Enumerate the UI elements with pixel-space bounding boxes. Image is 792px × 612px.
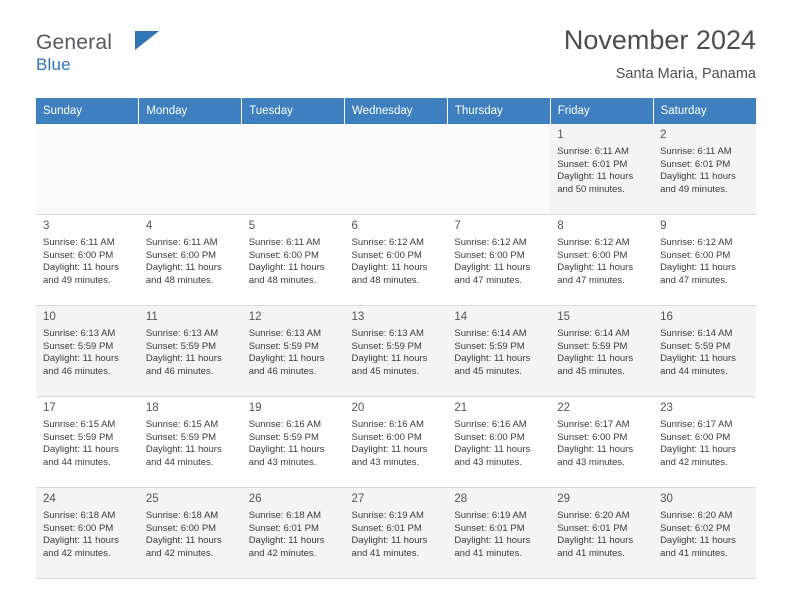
day-daylight1-text: Daylight: 11 hours <box>145 535 222 547</box>
day-sunrise-text: Sunrise: 6:18 AM <box>145 510 219 522</box>
day-number: 26 <box>248 493 262 505</box>
day-sunrise-text: Sunrise: 6:18 AM <box>248 510 322 522</box>
day-number: 1 <box>557 129 564 141</box>
weekday-header-row <box>36 98 756 124</box>
day-sunrise-text: Sunrise: 6:11 AM <box>248 237 321 249</box>
day-number: 6 <box>351 220 358 232</box>
day-daylight1-text: Daylight: 11 hours <box>351 535 428 547</box>
day-sunset-text: Sunset: 5:59 PM <box>660 340 731 352</box>
day-daylight2-text: and 41 minutes. <box>454 547 522 559</box>
calendar-day-cell[interactable] <box>242 397 345 488</box>
calendar-week-row <box>36 124 756 215</box>
day-number: 7 <box>454 220 461 232</box>
day-number: 28 <box>454 493 468 505</box>
day-daylight2-text: and 42 minutes. <box>660 456 728 468</box>
weekday-header-sunday: Sunday <box>36 98 139 124</box>
calendar-day-cell[interactable] <box>550 215 653 306</box>
day-sunset-text: Sunset: 5:59 PM <box>248 340 319 352</box>
day-sunset-text: Sunset: 5:59 PM <box>43 431 114 443</box>
calendar-day-cell[interactable] <box>36 397 139 488</box>
calendar-day-cell[interactable] <box>550 124 653 215</box>
day-sunset-text: Sunset: 6:00 PM <box>145 522 217 534</box>
day-number: 24 <box>43 493 56 505</box>
day-sunrise-text: Sunrise: 6:15 AM <box>43 419 116 431</box>
calendar-day-cell[interactable] <box>242 215 345 306</box>
weekday-header-thursday: Thursday <box>447 98 550 124</box>
day-daylight2-text: and 46 minutes. <box>145 365 214 377</box>
day-daylight2-text: and 43 minutes. <box>351 456 420 468</box>
day-sunrise-text: Sunrise: 6:16 AM <box>248 419 322 431</box>
day-daylight1-text: Daylight: 11 hours <box>660 353 736 365</box>
day-sunset-text: Sunset: 5:59 PM <box>351 340 422 352</box>
day-sunrise-text: Sunrise: 6:19 AM <box>454 510 527 522</box>
day-daylight1-text: Daylight: 11 hours <box>454 353 531 365</box>
day-daylight1-text: Daylight: 11 hours <box>248 353 325 365</box>
day-daylight2-text: and 47 minutes. <box>660 274 728 286</box>
day-number: 8 <box>557 220 564 232</box>
calendar-week-row <box>36 488 756 579</box>
day-number: 29 <box>557 493 571 505</box>
day-daylight1-text: Daylight: 11 hours <box>557 262 634 274</box>
day-daylight1-text: Daylight: 11 hours <box>351 353 428 365</box>
day-sunrise-text: Sunrise: 6:11 AM <box>145 237 218 249</box>
day-sunset-text: Sunset: 6:02 PM <box>660 522 731 534</box>
day-daylight1-text: Daylight: 11 hours <box>43 353 119 365</box>
day-sunset-text: Sunset: 5:59 PM <box>145 340 217 352</box>
day-daylight2-text: and 43 minutes. <box>454 456 522 468</box>
day-daylight1-text: Daylight: 11 hours <box>248 535 325 547</box>
day-sunrise-text: Sunrise: 6:20 AM <box>557 510 630 522</box>
day-daylight2-text: and 48 minutes. <box>351 274 420 286</box>
day-daylight1-text: Daylight: 11 hours <box>145 262 222 274</box>
calendar-day-cell[interactable] <box>653 397 756 488</box>
day-sunrise-text: Sunrise: 6:17 AM <box>557 419 630 431</box>
day-number: 10 <box>43 311 56 323</box>
day-daylight2-text: and 41 minutes. <box>660 547 728 559</box>
day-sunrise-text: Sunrise: 6:13 AM <box>145 328 219 340</box>
day-daylight1-text: Daylight: 11 hours <box>248 444 325 456</box>
page-title: November 2024 <box>563 25 756 55</box>
day-sunrise-text: Sunrise: 6:16 AM <box>351 419 424 431</box>
day-sunset-text: Sunset: 6:01 PM <box>351 522 422 534</box>
day-daylight2-text: and 41 minutes. <box>351 547 420 559</box>
day-sunrise-text: Sunrise: 6:11 AM <box>660 146 732 158</box>
calendar-day-cell[interactable] <box>242 488 345 579</box>
day-daylight2-text: and 42 minutes. <box>248 547 317 559</box>
day-sunrise-text: Sunrise: 6:16 AM <box>454 419 527 431</box>
day-sunset-text: Sunset: 6:00 PM <box>351 431 422 443</box>
calendar-cell-empty <box>139 124 242 215</box>
day-number: 30 <box>660 493 673 505</box>
calendar-day-cell[interactable] <box>653 124 756 215</box>
calendar-day-cell[interactable] <box>653 215 756 306</box>
day-daylight2-text: and 44 minutes. <box>145 456 214 468</box>
day-number: 25 <box>145 493 159 505</box>
day-number: 2 <box>660 129 667 141</box>
day-daylight1-text: Daylight: 11 hours <box>248 262 325 274</box>
day-sunset-text: Sunset: 6:01 PM <box>248 522 319 534</box>
calendar-day-cell[interactable] <box>447 215 550 306</box>
day-number: 21 <box>454 402 468 414</box>
day-daylight2-text: and 48 minutes. <box>145 274 214 286</box>
day-daylight1-text: Daylight: 11 hours <box>557 535 634 547</box>
day-sunrise-text: Sunrise: 6:15 AM <box>145 419 219 431</box>
day-number: 15 <box>557 311 571 323</box>
calendar-day-cell[interactable] <box>242 306 345 397</box>
day-sunset-text: Sunset: 5:59 PM <box>43 340 114 352</box>
day-daylight1-text: Daylight: 11 hours <box>454 535 531 547</box>
logo-text-general: General <box>36 31 113 54</box>
day-sunset-text: Sunset: 6:00 PM <box>557 249 628 261</box>
day-daylight1-text: Daylight: 11 hours <box>660 444 736 456</box>
day-daylight2-text: and 44 minutes. <box>660 365 728 377</box>
day-daylight1-text: Daylight: 11 hours <box>557 171 634 183</box>
day-daylight2-text: and 48 minutes. <box>248 274 317 286</box>
day-sunrise-text: Sunrise: 6:19 AM <box>351 510 424 522</box>
day-sunset-text: Sunset: 5:59 PM <box>557 340 628 352</box>
weekday-header-wednesday: Wednesday <box>345 98 448 124</box>
day-daylight1-text: Daylight: 11 hours <box>145 444 222 456</box>
day-daylight2-text: and 46 minutes. <box>248 365 317 377</box>
calendar-week-row <box>36 397 756 488</box>
day-daylight2-text: and 45 minutes. <box>351 365 420 377</box>
day-number: 11 <box>145 311 158 323</box>
calendar-day-cell[interactable] <box>36 488 139 579</box>
day-number: 27 <box>351 493 365 505</box>
day-sunset-text: Sunset: 5:59 PM <box>454 340 525 352</box>
day-daylight2-text: and 43 minutes. <box>248 456 317 468</box>
calendar-day-cell[interactable] <box>345 215 448 306</box>
day-sunrise-text: Sunrise: 6:18 AM <box>43 510 116 522</box>
day-sunset-text: Sunset: 6:00 PM <box>43 249 114 261</box>
day-daylight1-text: Daylight: 11 hours <box>660 262 736 274</box>
day-daylight1-text: Daylight: 11 hours <box>43 535 119 547</box>
day-daylight2-text: and 42 minutes. <box>43 547 111 559</box>
day-sunset-text: Sunset: 5:59 PM <box>145 431 217 443</box>
day-number: 19 <box>248 402 262 414</box>
calendar-day-cell[interactable] <box>139 488 242 579</box>
day-number: 9 <box>660 220 667 232</box>
day-sunset-text: Sunset: 6:01 PM <box>557 158 628 170</box>
day-number: 13 <box>351 311 365 323</box>
day-sunrise-text: Sunrise: 6:20 AM <box>660 510 733 522</box>
calendar-body <box>36 124 756 579</box>
day-daylight1-text: Daylight: 11 hours <box>145 353 222 365</box>
day-sunrise-text: Sunrise: 6:17 AM <box>660 419 733 431</box>
day-number: 5 <box>248 220 256 232</box>
day-sunset-text: Sunset: 6:00 PM <box>660 431 731 443</box>
day-number: 16 <box>660 311 673 323</box>
weekday-header-saturday: Saturday <box>653 98 756 124</box>
calendar-week-row <box>36 215 756 306</box>
day-number: 3 <box>43 220 50 232</box>
day-daylight2-text: and 45 minutes. <box>557 365 625 377</box>
day-sunrise-text: Sunrise: 6:11 AM <box>557 146 629 158</box>
day-daylight1-text: Daylight: 11 hours <box>351 262 428 274</box>
day-sunset-text: Sunset: 5:59 PM <box>248 431 319 443</box>
calendar-day-cell[interactable] <box>345 306 448 397</box>
day-daylight1-text: Daylight: 11 hours <box>557 444 634 456</box>
weekday-header-friday: Friday <box>550 98 653 124</box>
day-sunrise-text: Sunrise: 6:13 AM <box>248 328 322 340</box>
calendar-day-cell[interactable] <box>345 488 448 579</box>
title-block <box>564 24 756 82</box>
day-sunset-text: Sunset: 6:00 PM <box>43 522 114 534</box>
day-number: 14 <box>454 311 468 323</box>
day-daylight2-text: and 44 minutes. <box>43 456 111 468</box>
day-sunset-text: Sunset: 6:00 PM <box>145 249 217 261</box>
calendar-day-cell[interactable] <box>653 306 756 397</box>
calendar-day-cell[interactable] <box>447 306 550 397</box>
day-number: 12 <box>248 311 262 323</box>
calendar-cell-empty <box>36 124 139 215</box>
day-sunrise-text: Sunrise: 6:12 AM <box>351 237 424 249</box>
calendar-day-cell[interactable] <box>653 488 756 579</box>
day-sunrise-text: Sunrise: 6:14 AM <box>454 328 527 340</box>
day-daylight2-text: and 49 minutes. <box>660 183 728 195</box>
day-sunset-text: Sunset: 6:00 PM <box>351 249 422 261</box>
day-daylight1-text: Daylight: 11 hours <box>43 444 119 456</box>
calendar-day-cell[interactable] <box>550 397 653 488</box>
day-daylight1-text: Daylight: 11 hours <box>43 262 119 274</box>
day-daylight2-text: and 46 minutes. <box>43 365 111 377</box>
day-number: 18 <box>145 402 159 414</box>
day-number: 20 <box>351 402 365 414</box>
calendar-cell-empty <box>447 124 550 215</box>
day-number: 4 <box>145 220 153 232</box>
calendar-table <box>36 98 756 579</box>
day-sunrise-text: Sunrise: 6:12 AM <box>660 237 733 249</box>
day-daylight1-text: Daylight: 11 hours <box>557 353 634 365</box>
logo-text-blue: Blue <box>36 55 71 74</box>
calendar-cell-empty <box>345 124 448 215</box>
day-sunset-text: Sunset: 6:01 PM <box>557 522 628 534</box>
page-header <box>36 24 756 86</box>
generalblue-logo <box>36 24 176 73</box>
calendar-day-cell[interactable] <box>345 397 448 488</box>
calendar-day-cell[interactable] <box>550 488 653 579</box>
day-daylight1-text: Daylight: 11 hours <box>454 262 531 274</box>
day-daylight1-text: Daylight: 11 hours <box>660 171 736 183</box>
day-sunset-text: Sunset: 6:00 PM <box>660 249 731 261</box>
calendar-day-cell[interactable] <box>447 397 550 488</box>
page-subtitle: Santa Maria, Panama <box>615 65 756 82</box>
day-sunrise-text: Sunrise: 6:11 AM <box>43 237 115 249</box>
day-sunset-text: Sunset: 6:01 PM <box>454 522 525 534</box>
calendar-day-cell[interactable] <box>447 488 550 579</box>
day-daylight2-text: and 47 minutes. <box>557 274 625 286</box>
calendar-cell-empty <box>242 124 345 215</box>
day-daylight2-text: and 41 minutes. <box>557 547 625 559</box>
day-sunset-text: Sunset: 6:00 PM <box>454 249 525 261</box>
day-sunrise-text: Sunrise: 6:13 AM <box>43 328 116 340</box>
day-sunrise-text: Sunrise: 6:14 AM <box>660 328 733 340</box>
day-sunrise-text: Sunrise: 6:12 AM <box>454 237 527 249</box>
day-daylight2-text: and 47 minutes. <box>454 274 522 286</box>
calendar-day-cell[interactable] <box>139 306 242 397</box>
day-sunset-text: Sunset: 6:00 PM <box>557 431 628 443</box>
day-daylight2-text: and 50 minutes. <box>557 183 625 195</box>
day-daylight2-text: and 42 minutes. <box>145 547 214 559</box>
day-daylight1-text: Daylight: 11 hours <box>660 535 736 547</box>
day-sunset-text: Sunset: 6:00 PM <box>454 431 525 443</box>
weekday-header-monday: Monday <box>139 98 242 124</box>
calendar-day-cell[interactable] <box>36 306 139 397</box>
day-sunset-text: Sunset: 6:00 PM <box>248 249 319 261</box>
calendar-day-cell[interactable] <box>139 397 242 488</box>
day-sunset-text: Sunset: 6:01 PM <box>660 158 731 170</box>
day-sunrise-text: Sunrise: 6:13 AM <box>351 328 424 340</box>
weekday-header-tuesday: Tuesday <box>242 98 345 124</box>
day-daylight2-text: and 45 minutes. <box>454 365 522 377</box>
calendar-day-cell[interactable] <box>36 215 139 306</box>
calendar-day-cell[interactable] <box>550 306 653 397</box>
day-sunrise-text: Sunrise: 6:12 AM <box>557 237 630 249</box>
day-daylight1-text: Daylight: 11 hours <box>454 444 531 456</box>
calendar-week-row <box>36 306 756 397</box>
day-number: 17 <box>43 402 56 414</box>
day-sunrise-text: Sunrise: 6:14 AM <box>557 328 630 340</box>
calendar-day-cell[interactable] <box>139 215 242 306</box>
day-daylight1-text: Daylight: 11 hours <box>351 444 428 456</box>
day-daylight2-text: and 49 minutes. <box>43 274 111 286</box>
day-daylight2-text: and 43 minutes. <box>557 456 625 468</box>
logo-flag-icon <box>135 31 159 50</box>
day-number: 23 <box>660 402 673 414</box>
day-number: 22 <box>557 402 571 414</box>
